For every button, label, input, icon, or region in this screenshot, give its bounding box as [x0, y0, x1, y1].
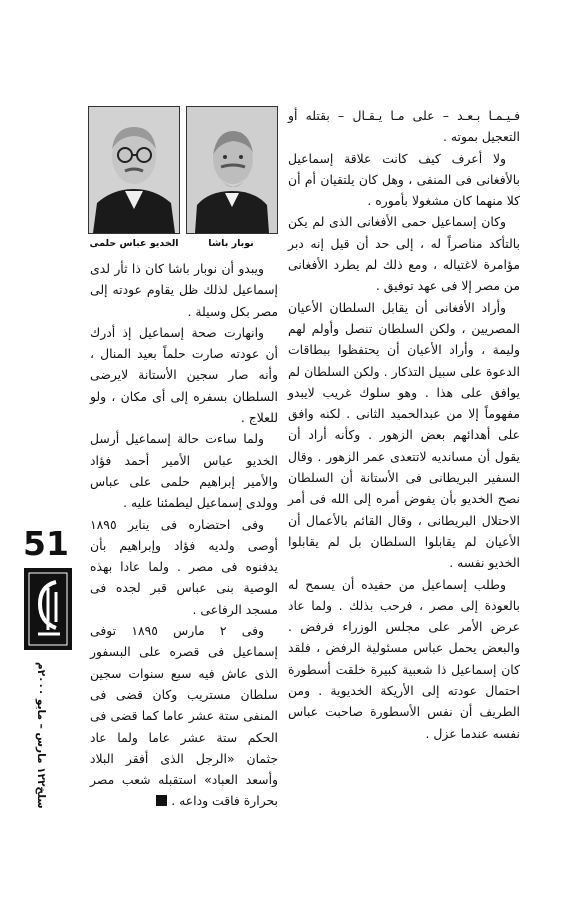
end-mark-icon	[156, 795, 167, 806]
issue-date-line: سلخ١٢٢ مارس – مايو ٢٠٠٠م	[35, 662, 47, 809]
paragraph: ولما ساءت حالة إسماعيل أرسل الخديو عباس الأمير أحمد فؤاد والأمير إبراهيم حلمى على عباس وولدى إسماعيل ليطمئنا عليه .	[90, 431, 278, 511]
photo-caption-nubar: نوبار باشا	[208, 238, 254, 249]
right-text-column	[288, 105, 520, 744]
left-text-column	[90, 258, 278, 812]
al-hilal-logo	[24, 568, 72, 650]
nubar-pasha-photo	[186, 106, 278, 234]
paragraph: وانهارت صحة إسماعيل إذ أدرك أن عودته صارت حلماً بعيد المنال ، وأنه صار سجين الأستانة لايرضى السلطان بسفره إلى أى مكان ، ولو للعلاج .	[90, 324, 278, 426]
paragraph: ولا أعرف كيف كانت علاقة إسماعيل بالأفغانى فى المنفى ، وهل كان يلتقيان أم أن كلا منهما كان مشغولا بأموره .	[288, 150, 520, 209]
last-paragraph	[90, 620, 278, 812]
paragraph: ويبدو أن نوبار باشا كان ذا ثأر لدى إسماعيل لذلك ظل يقاوم عودته إلى مصر بكل وسيلة .	[90, 261, 278, 319]
paragraph-text: وفى ٢ مارس ١٨٩٥ توفى إسماعيل فى قصره على البسفور الذى عاش فيه سبع سنوات سجين سلطان مستريب وكان قضى فى المنفى ستة عشر عاما كما قضى فى الحكم ستة عشر عاما ولما عاد جثمان «الرجل الذى أفقر البلاد وأسعد العباد» استقبله شعب مصر بحرارة فاقت وداعه .	[90, 623, 278, 809]
page-number: 51	[23, 524, 69, 563]
paragraph: وطلب إسماعيل من حفيده أن يسمح له بالعودة إلى مصر ، فرحب بذلك . ولما عاد عرض الأمر على مجلس الوزراء فرفض . والبعض يحمل عباس مسئولية الرفض ، فلقد كان إسماعيل ذا شعبية كبيرة خلقت أسطورة احتمال عودته إلى الأريكة الخديوية . ومن الطريف أن نفس الأسطورة صاحبت عباس نفسه عندما عزل .	[288, 576, 520, 741]
portrait-photo-icon	[89, 107, 179, 233]
paragraph: وفى احتضاره فى يناير ١٨٩٥ أوصى ولديه فؤاد وإبراهيم بأن يدفنوه فى مصر . ولما عادا بهذه الوصية بنى عباس قبر لجده فى مسجد الرفاعى .	[90, 516, 278, 617]
paragraph: وأراد الأفغانى أن يقابل السلطان الأعيان المصريين ، ولكن السلطان تنصل وأولم لهم وليمة ، وأراد الأعيان أن يحتفظوا ببطاقات الدعوة على سبيل التذكار . ولكن السلطان لم يوافق على هذا . وهو سلوك غريب لايبدو مفهوماً إلا من عبدالحميد الثانى . لكنه وافق على أهدائهم بعض الزهور . وكأنه أراد أن يقول أن مسانديه لاتتعدى عمر الزهور . وقال السفير البريطانى فى الأستانة أن السلطان نصح الخديو بأن يفوض أمره إلى الله فى أمر الاحتلال البريطانى ، وقال القائم بالأعمال أن الأعيان لم يقابلوا السلطان بل لم يقابلوا الخديو نفسه .	[288, 299, 520, 571]
paragraph: فـيـمـا بـعـد – على مـا يـقـال – بقتله أو التعجيل بموته .	[288, 108, 520, 145]
paragraph: وكان إسماعيل حمى الأفغانى الذى لم يكن بالتأكد مناصراً له ، إلى حد أن قيل إنه دبر مؤامرة لاغتياله ، ومع ذلك لم يطرد الأفغانى من مصر إلا فى عهد توفيق .	[288, 214, 520, 294]
khedive-abbas-photo	[88, 106, 180, 234]
portrait-photo-icon	[187, 107, 277, 233]
photo-caption-khedive: الخديو عباس حلمى	[89, 238, 179, 249]
